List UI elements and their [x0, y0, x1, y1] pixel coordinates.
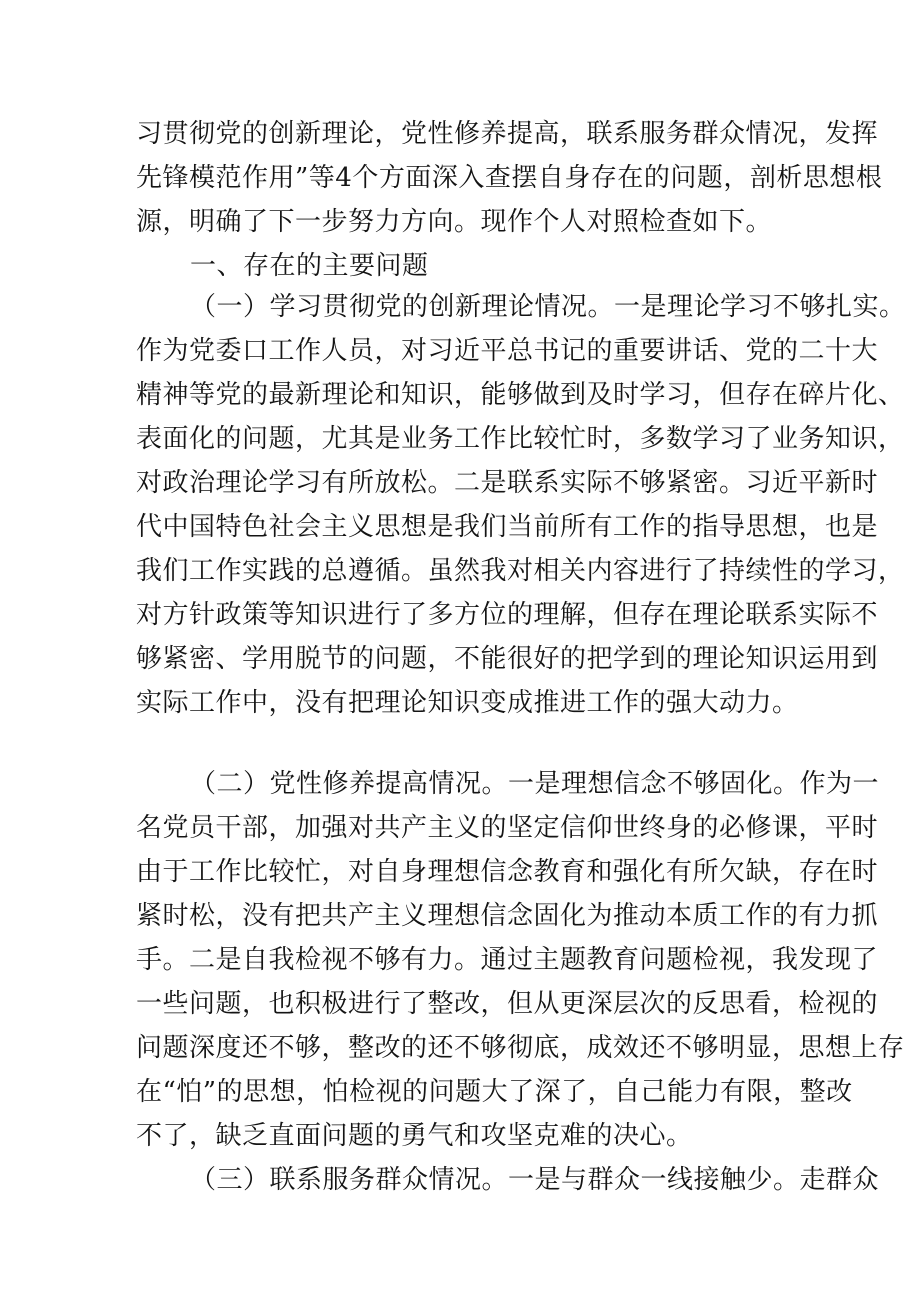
part2-line-1: （二）党性修养提高情况。一是理想信念不够固化。作为一 — [190, 769, 880, 799]
part1-line-4: 表面化的问题，尤其是业务工作比较忙时，多数学习了业务知识， — [136, 424, 905, 454]
part2-line-5: 手。二是自我检视不够有力。通过主题教育问题检视，我发现了 — [136, 945, 879, 975]
part2-line-2: 名党员干部，加强对共产主义的坚定信仰世终身的必修课，平时 — [136, 813, 879, 843]
part1-line-5: 对政治理论学习有所放松。二是联系实际不够紧密。习近平新时 — [136, 468, 879, 498]
part1-line-6: 代中国特色社会主义思想是我们当前所有工作的指导思想，也是 — [136, 512, 879, 542]
part2-line-3: 由于工作比较忙，对自身理想信念教育和强化有所欠缺，存在时 — [136, 857, 879, 887]
part1-line-10: 实际工作中，没有把理论知识变成推进工作的强大动力。 — [136, 688, 799, 718]
part1-line-2: 作为党委口工作人员，对习近平总书记的重要讲话、党的二十大 — [136, 336, 879, 366]
part2-line-7: 问题深度还不够，整改的还不够彻底，成效还不够明显，思想上存 — [136, 1033, 905, 1063]
part1-line-3: 精神等党的最新理论和知识，能够做到及时学习，但存在碎片化、 — [136, 380, 905, 410]
part1-line-7: 我们工作实践的总遵循。虽然我对相关内容进行了持续性的学习， — [136, 556, 905, 586]
part3-line-1: （三）联系服务群众情况。一是与群众一线接触少。走群众 — [190, 1165, 880, 1195]
intro-line-3: 源，明确了下一步努力方向。现作个人对照检查如下。 — [136, 207, 773, 237]
part1-line-8: 对方针政策等知识进行了多方位的理解，但存在理论联系实际不 — [136, 600, 879, 630]
section-heading: 一、存在的主要问题 — [190, 251, 429, 281]
part1-line-1: （一）学习贯彻党的创新理论情况。一是理论学习不够扎实。 — [190, 292, 906, 322]
part2-line-9: 不了，缺乏直面问题的勇气和攻坚克难的决心。 — [136, 1121, 693, 1151]
part2-line-4: 紧时松，没有把共产主义理想信念固化为推动本质工作的有力抓 — [136, 901, 879, 931]
intro-line-1: 习贯彻党的创新理论，党性修养提高，联系服务群众情况，发挥 — [136, 119, 879, 149]
intro-line-2: 先锋模范作用”等4个方面深入查摆自身存在的问题，剖析思想根 — [136, 163, 883, 193]
part1-line-9: 够紧密、学用脱节的问题，不能很好的把学到的理论知识运用到 — [136, 644, 879, 674]
part2-line-6: 一些问题，也积极进行了整改，但从更深层次的反思看，检视的 — [136, 989, 879, 1019]
part2-line-8: 在“怕”的思想，怕检视的问题大了深了，自己能力有限，整改 — [136, 1077, 853, 1107]
